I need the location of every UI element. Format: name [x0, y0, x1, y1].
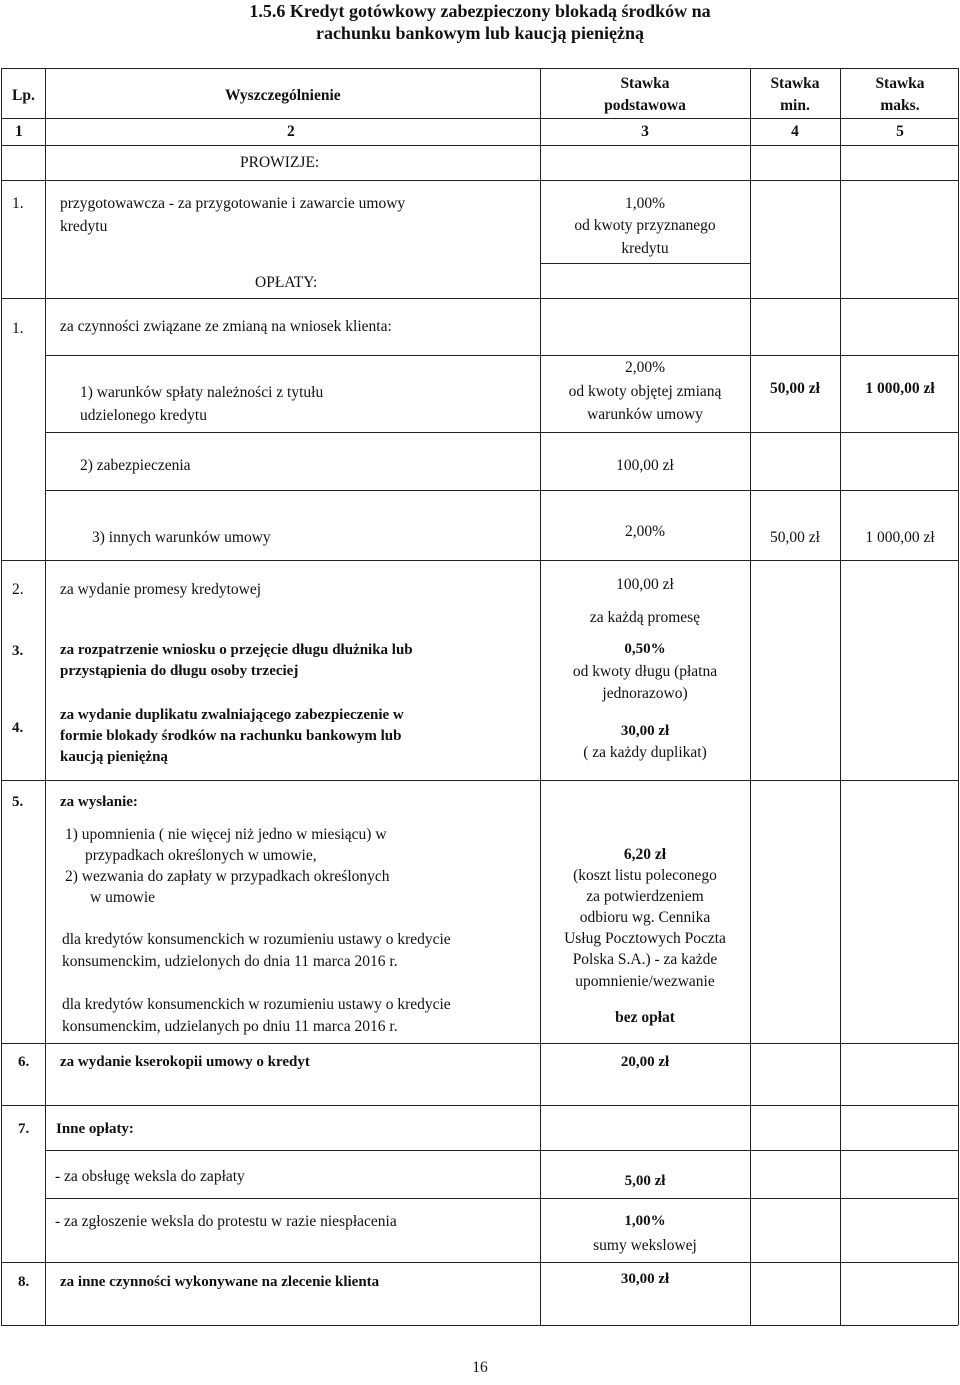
- oplaty-1-s1-rate-1: 2,00%: [624, 359, 666, 376]
- oplaty-3-rate-1: 0,50%: [624, 641, 666, 657]
- oplaty-2-rate-1: 100,00 zł: [616, 576, 674, 593]
- oplaty-5-line-8: konsumenckim, udzielanych po dniu 11 marca 2016 r.: [62, 1018, 398, 1035]
- header-lp: Lp.: [12, 87, 35, 104]
- oplaty-1-s3-max: 1 000,00 zł: [865, 529, 935, 546]
- section-oplaty: OPŁATY:: [255, 274, 318, 291]
- oplaty-1-s2-rate: 100,00 zł: [616, 457, 674, 474]
- header-rate-min-2: min.: [780, 97, 810, 114]
- oplaty-5-rate-8: bez opłat: [615, 1009, 675, 1026]
- oplaty-7b-desc: - za zgłoszenie weksla do protestu w razie niespłacenia: [55, 1213, 397, 1230]
- oplaty-2-rate-2: za każdą promesę: [589, 609, 701, 626]
- oplaty-4-desc-1: za wydanie duplikatu zwalniającego zabezpieczenie w: [60, 707, 404, 723]
- oplaty-1-s1-desc-2: udzielonego kredytu: [80, 407, 207, 424]
- oplaty-1-s1-rate-2: od kwoty objętej zmianą: [568, 383, 722, 400]
- oplaty-1-num: 1.: [12, 320, 24, 337]
- oplaty-5-line-5: dla kredytów konsumenckich w rozumieniu ustawy o kredycie: [62, 931, 451, 948]
- oplaty-1-s1-rate-3: warunków umowy: [587, 406, 703, 423]
- oplaty-7-desc: Inne opłaty:: [56, 1121, 134, 1137]
- oplaty-4-rate-2: ( za każdy duplikat): [583, 744, 707, 761]
- oplaty-2-desc: za wydanie promesy kredytowej: [60, 581, 262, 598]
- col-num-5: 5: [896, 123, 904, 140]
- oplaty-6-desc: za wydanie kserokopii umowy o kredyt: [60, 1054, 310, 1070]
- oplaty-4-desc-3: kaucją pieniężną: [60, 749, 168, 765]
- col-num-3: 3: [641, 123, 649, 140]
- header-rate-base-1: Stawka: [620, 75, 670, 92]
- page-title-line-2: rachunku bankowym lub kaucją pieniężną: [315, 23, 645, 43]
- header-rate-base-2: podstawowa: [604, 97, 686, 114]
- oplaty-5-rate-7: upomnienie/wezwanie: [575, 973, 715, 990]
- oplaty-5-line-1: 1) upomnienia ( nie więcej niż jedno w miesiącu) w: [65, 826, 387, 843]
- oplaty-5-rate-1: 6,20 zł: [623, 846, 667, 863]
- oplaty-5-rate-3: za potwierdzeniem: [586, 888, 704, 905]
- prowizje-desc-1: przygotowawcza - za przygotowanie i zawarcie umowy: [60, 195, 406, 212]
- prowizje-rate-1: 1,00%: [624, 195, 666, 212]
- oplaty-3-num: 3.: [12, 643, 24, 659]
- oplaty-1-s3-min: 50,00 zł: [770, 529, 820, 546]
- oplaty-1-s3-rate: 2,00%: [624, 523, 666, 540]
- oplaty-4-rate-1: 30,00 zł: [620, 723, 670, 739]
- oplaty-5-rate-2: (koszt listu poleconego: [573, 867, 717, 884]
- oplaty-3-desc-2: przystąpienia do długu osoby trzeciej: [60, 663, 299, 679]
- section-prowizje: PROWIZJE:: [240, 154, 320, 171]
- oplaty-5-rate-6: Polska S.A.) - za każde: [572, 951, 718, 968]
- oplaty-7a-rate: 5,00 zł: [624, 1173, 666, 1189]
- col-num-4: 4: [791, 123, 799, 140]
- prowizje-rate-2: od kwoty przyznanego: [574, 217, 716, 234]
- header-description: Wyszczególnienie: [225, 87, 341, 104]
- header-rate-max-2: maks.: [880, 97, 920, 114]
- oplaty-5-line-2: przypadkach określonych w umowie,: [85, 847, 317, 864]
- oplaty-1-s2-desc: 2) zabezpieczenia: [80, 457, 191, 474]
- oplaty-4-desc-2: formie blokady środków na rachunku bankowym lub: [60, 728, 402, 744]
- prowizje-rate-3: kredytu: [621, 240, 669, 257]
- oplaty-3-rate-3: jednorazowo): [602, 685, 688, 702]
- oplaty-5-line-6: konsumenckim, udzielonych do dnia 11 marca 2016 r.: [62, 953, 398, 970]
- oplaty-5-line-3: 2) wezwania do zapłaty w przypadkach określonych: [65, 868, 390, 885]
- oplaty-2-num: 2.: [12, 581, 24, 598]
- page-title-line-1: 1.5.6 Kredyt gotówkowy zabezpieczony blokadą środków na: [249, 1, 711, 21]
- oplaty-7-num: 7.: [18, 1121, 30, 1137]
- oplaty-8-desc: za inne czynności wykonywane na zlecenie klienta: [60, 1274, 380, 1290]
- prowizje-num: 1.: [12, 195, 24, 212]
- oplaty-5-num: 5.: [12, 794, 24, 810]
- oplaty-7a-desc: - za obsługę weksla do zapłaty: [55, 1168, 245, 1185]
- page-number: 16: [472, 1359, 488, 1376]
- oplaty-6-rate: 20,00 zł: [620, 1054, 670, 1070]
- header-rate-max-1: Stawka: [875, 75, 925, 92]
- oplaty-4-num: 4.: [12, 720, 24, 736]
- oplaty-1-s1-min: 50,00 zł: [770, 380, 820, 397]
- oplaty-1-desc: za czynności związane ze zmianą na wniosek klienta:: [60, 318, 392, 335]
- oplaty-1-s1-max: 1 000,00 zł: [865, 380, 935, 397]
- oplaty-5-line-4: w umowie: [90, 889, 156, 906]
- oplaty-5-desc: za wysłanie:: [60, 794, 138, 810]
- oplaty-3-rate-2: od kwoty długu (płatna: [572, 663, 718, 680]
- col-num-1: 1: [15, 123, 23, 140]
- col-num-2: 2: [287, 123, 295, 140]
- oplaty-3-desc-1: za rozpatrzenie wniosku o przejęcie długu dłużnika lub: [60, 642, 413, 658]
- oplaty-1-s1-desc-1: 1) warunków spłaty należności z tytułu: [80, 384, 324, 401]
- oplaty-7b-rate-2: sumy wekslowej: [593, 1237, 697, 1254]
- oplaty-5-rate-4: odbioru wg. Cennika: [579, 909, 711, 926]
- oplaty-7b-rate-1: 1,00%: [624, 1213, 666, 1229]
- oplaty-1-s3-desc: 3) innych warunków umowy: [92, 529, 271, 546]
- oplaty-8-num: 8.: [18, 1274, 30, 1290]
- oplaty-8-rate: 30,00 zł: [620, 1271, 670, 1287]
- oplaty-6-num: 6.: [18, 1054, 30, 1070]
- prowizje-desc-2: kredytu: [60, 218, 108, 235]
- oplaty-5-line-7: dla kredytów konsumenckich w rozumieniu ustawy o kredycie: [62, 996, 451, 1013]
- oplaty-5-rate-5: Usług Pocztowych Poczta: [564, 930, 726, 947]
- header-rate-min-1: Stawka: [770, 75, 820, 92]
